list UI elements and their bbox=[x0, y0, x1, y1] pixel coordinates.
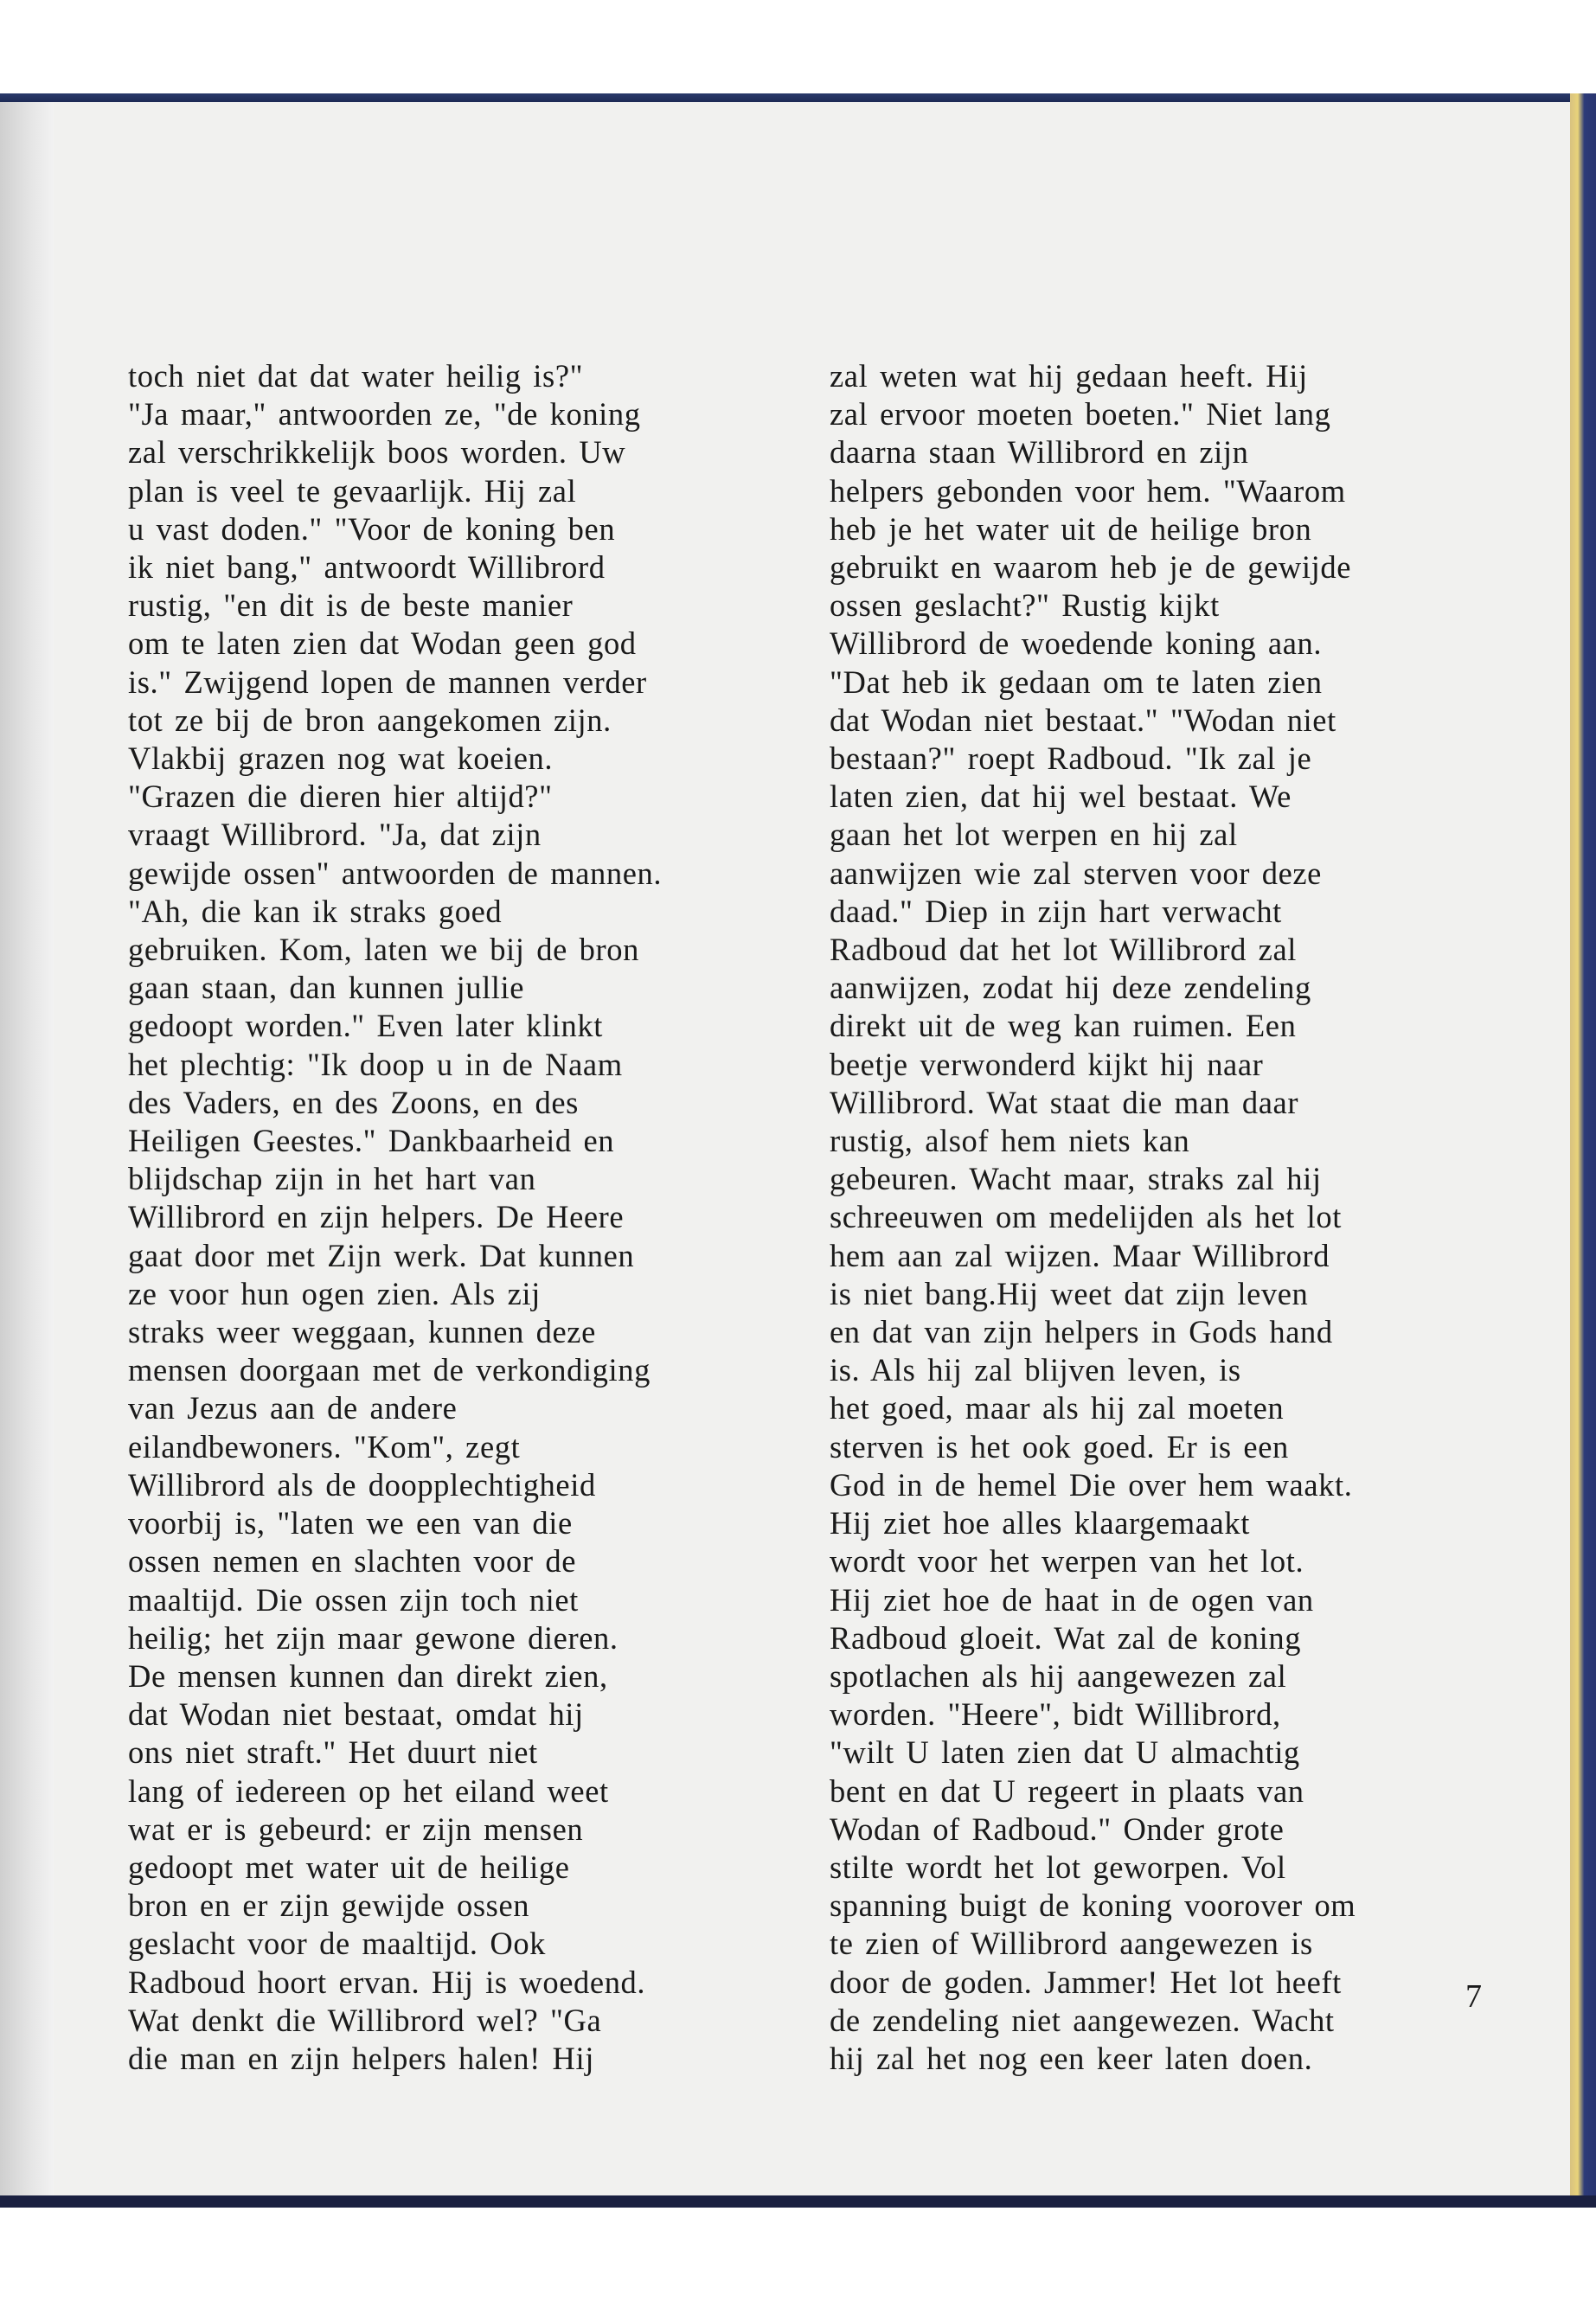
text-line: "Ah, die kan ik straks goed bbox=[128, 893, 503, 929]
text-line: schreeuwen om medelijden als het lot bbox=[830, 1199, 1342, 1235]
text-line: het plechtig: "Ik doop u in de Naam bbox=[128, 1046, 623, 1082]
text-line: Hij ziet hoe alles klaargemaakt bbox=[830, 1505, 1250, 1541]
text-line: geslacht voor de maaltijd. Ook bbox=[128, 1926, 547, 1962]
right-text-column bbox=[830, 357, 1504, 2078]
text-line: lang of iedereen op het eiland weet bbox=[128, 1772, 609, 1809]
book-cover-bottom-edge bbox=[0, 2195, 1596, 2208]
text-line: wordt voor het werpen van het lot. bbox=[830, 1543, 1304, 1580]
text-line: hij zal het nog een keer laten doen. bbox=[830, 2040, 1313, 2076]
text-line: bestaan?" roept Radboud. "Ik zal je bbox=[830, 740, 1312, 777]
text-line: Heiligen Geestes." Dankbaarheid en bbox=[128, 1123, 615, 1159]
text-line: God in de hemel Die over hem waakt. bbox=[830, 1466, 1353, 1503]
text-line: sterven is het ook goed. Er is een bbox=[830, 1428, 1289, 1465]
text-line: Wodan of Radboud." Onder grote bbox=[830, 1811, 1285, 1847]
text-line: gaan staan, dan kunnen jullie bbox=[128, 970, 525, 1006]
book-cover-right-edge bbox=[1570, 93, 1596, 2208]
text-line: daad." Diep in zijn hart verwacht bbox=[830, 893, 1282, 929]
text-line: gebruiken. Kom, laten we bij de bron bbox=[128, 932, 639, 968]
text-line: plan is veel te gevaarlijk. Hij zal bbox=[128, 472, 577, 509]
text-line: ossen geslacht?" Rustig kijkt bbox=[830, 587, 1220, 624]
text-line: Radboud gloeit. Wat zal de koning bbox=[830, 1619, 1302, 1656]
text-line: door de goden. Jammer! Het lot heeft bbox=[830, 1964, 1342, 2000]
text-line: Hij ziet hoe de haat in de ogen van bbox=[830, 1581, 1314, 1618]
text-line: de zendeling niet aangewezen. Wacht bbox=[830, 2002, 1335, 2038]
text-line: Willibrord de woedende koning aan. bbox=[830, 625, 1323, 662]
text-line: hem aan zal wijzen. Maar Willibrord bbox=[830, 1237, 1330, 1273]
text-line: gebruikt en waarom heb je de gewijde bbox=[830, 549, 1352, 586]
text-line: u vast doden." "Voor de koning ben bbox=[128, 510, 616, 547]
text-line: om te laten zien dat Wodan geen god bbox=[128, 625, 637, 662]
text-line: gebeuren. Wacht maar, straks zal hij bbox=[830, 1161, 1322, 1197]
text-line: Willibrord. Wat staat die man daar bbox=[830, 1084, 1299, 1120]
text-line: gewijde ossen" antwoorden de mannen. bbox=[128, 855, 663, 891]
text-line: ons niet straft." Het duurt niet bbox=[128, 1734, 538, 1771]
text-line: spotlachen als hij aangewezen zal bbox=[830, 1657, 1287, 1694]
text-line: aanwijzen, zodat hij deze zendeling bbox=[830, 970, 1311, 1006]
text-line: spanning buigt de koning voorover om bbox=[830, 1888, 1356, 1924]
text-line: gedoopt worden." Even later klinkt bbox=[128, 1008, 603, 1044]
text-line: zal weten wat hij gedaan heeft. Hij bbox=[830, 358, 1308, 394]
text-line: rustig, alsof hem niets kan bbox=[830, 1123, 1190, 1159]
text-line: wat er is gebeurd: er zijn mensen bbox=[128, 1811, 584, 1847]
text-line: heb je het water uit de heilige bron bbox=[830, 510, 1312, 547]
text-line: Radboud dat het lot Willibrord zal bbox=[830, 932, 1298, 968]
text-line: tot ze bij de bron aangekomen zijn. bbox=[128, 702, 612, 738]
text-line: aanwijzen wie zal sterven voor deze bbox=[830, 855, 1322, 891]
text-line: "Grazen die dieren hier altijd?" bbox=[128, 779, 553, 815]
page-number: 7 bbox=[1465, 1978, 1482, 2015]
text-line: direkt uit de weg kan ruimen. Een bbox=[830, 1008, 1297, 1044]
text-line: "Ja maar," antwoorden ze, "de koning bbox=[128, 396, 641, 433]
text-line: zal verschrikkelijk boos worden. Uw bbox=[128, 434, 626, 471]
text-line: beetje verwonderd kijkt hij naar bbox=[830, 1046, 1264, 1082]
text-line: des Vaders, en des Zoons, en des bbox=[128, 1084, 579, 1120]
text-line: Wat denkt die Willibrord wel? "Ga bbox=[128, 2002, 602, 2038]
text-line: die man en zijn helpers halen! Hij bbox=[128, 2040, 595, 2076]
text-line: "wilt U laten zien dat U almachtig bbox=[830, 1734, 1300, 1771]
text-line: ik niet bang," antwoordt Willibrord bbox=[128, 549, 606, 586]
text-line: ze voor hun ogen zien. Als zij bbox=[128, 1275, 541, 1311]
text-line: daarna staan Willibrord en zijn bbox=[830, 434, 1249, 471]
text-line: en dat van zijn helpers in Gods hand bbox=[830, 1314, 1333, 1350]
text-line: gaat door met Zijn werk. Dat kunnen bbox=[128, 1237, 635, 1273]
text-line: eilandbewoners. "Kom", zegt bbox=[128, 1428, 521, 1465]
text-line: rustig, "en dit is de beste manier bbox=[128, 587, 574, 624]
text-line: bron en er zijn gewijde ossen bbox=[128, 1888, 530, 1924]
text-line: helpers gebonden voor hem. "Waarom bbox=[830, 472, 1346, 509]
book-page bbox=[54, 102, 1570, 2195]
left-text-column bbox=[128, 357, 785, 2078]
text-line: stilte wordt het lot geworpen. Vol bbox=[830, 1849, 1286, 1885]
text-line: De mensen kunnen dan direkt zien, bbox=[128, 1657, 608, 1694]
text-line: toch niet dat dat water heilig is?" bbox=[128, 358, 584, 394]
text-line: gedoopt met water uit de heilige bbox=[128, 1849, 570, 1885]
text-line: laten zien, dat hij wel bestaat. We bbox=[830, 779, 1292, 815]
text-line: dat Wodan niet bestaat, omdat hij bbox=[128, 1696, 584, 1733]
text-line: van Jezus aan de andere bbox=[128, 1390, 458, 1426]
text-line: zal ervoor moeten boeten." Niet lang bbox=[830, 396, 1331, 433]
text-line: bent en dat U regeert in plaats van bbox=[830, 1772, 1304, 1809]
text-line: straks weer weggaan, kunnen deze bbox=[128, 1314, 596, 1350]
text-line: is niet bang.Hij weet dat zijn leven bbox=[830, 1275, 1309, 1311]
text-line: worden. "Heere", bidt Willibrord, bbox=[830, 1696, 1281, 1733]
text-line: is." Zwijgend lopen de mannen verder bbox=[128, 663, 647, 700]
text-line: Radboud hoort ervan. Hij is woedend. bbox=[128, 1964, 646, 2000]
text-line: blijdschap zijn in het hart van bbox=[128, 1161, 536, 1197]
text-line: mensen doorgaan met de verkondiging bbox=[128, 1352, 651, 1388]
text-line: voorbij is, "laten we een van die bbox=[128, 1505, 573, 1541]
text-line: dat Wodan niet bestaat." "Wodan niet bbox=[830, 702, 1336, 738]
previous-page-edge bbox=[0, 102, 54, 2195]
text-line: Willibrord en zijn helpers. De Heere bbox=[128, 1199, 625, 1235]
text-line: Willibrord als de doopplechtigheid bbox=[128, 1466, 596, 1503]
text-line: vraagt Willibrord. "Ja, dat zijn bbox=[128, 817, 542, 853]
text-line: het goed, maar als hij zal moeten bbox=[830, 1390, 1285, 1426]
text-line: heilig; het zijn maar gewone dieren. bbox=[128, 1619, 619, 1656]
text-line: Vlakbij grazen nog wat koeien. bbox=[128, 740, 554, 777]
text-line: maaltijd. Die ossen zijn toch niet bbox=[128, 1581, 579, 1618]
text-line: "Dat heb ik gedaan om te laten zien bbox=[830, 663, 1323, 700]
text-line: te zien of Willibrord aangewezen is bbox=[830, 1926, 1313, 1962]
text-line: is. Als hij zal blijven leven, is bbox=[830, 1352, 1241, 1388]
text-line: ossen nemen en slachten voor de bbox=[128, 1543, 577, 1580]
text-line: gaan het lot werpen en hij zal bbox=[830, 817, 1238, 853]
book-cover-top-edge bbox=[0, 93, 1596, 102]
